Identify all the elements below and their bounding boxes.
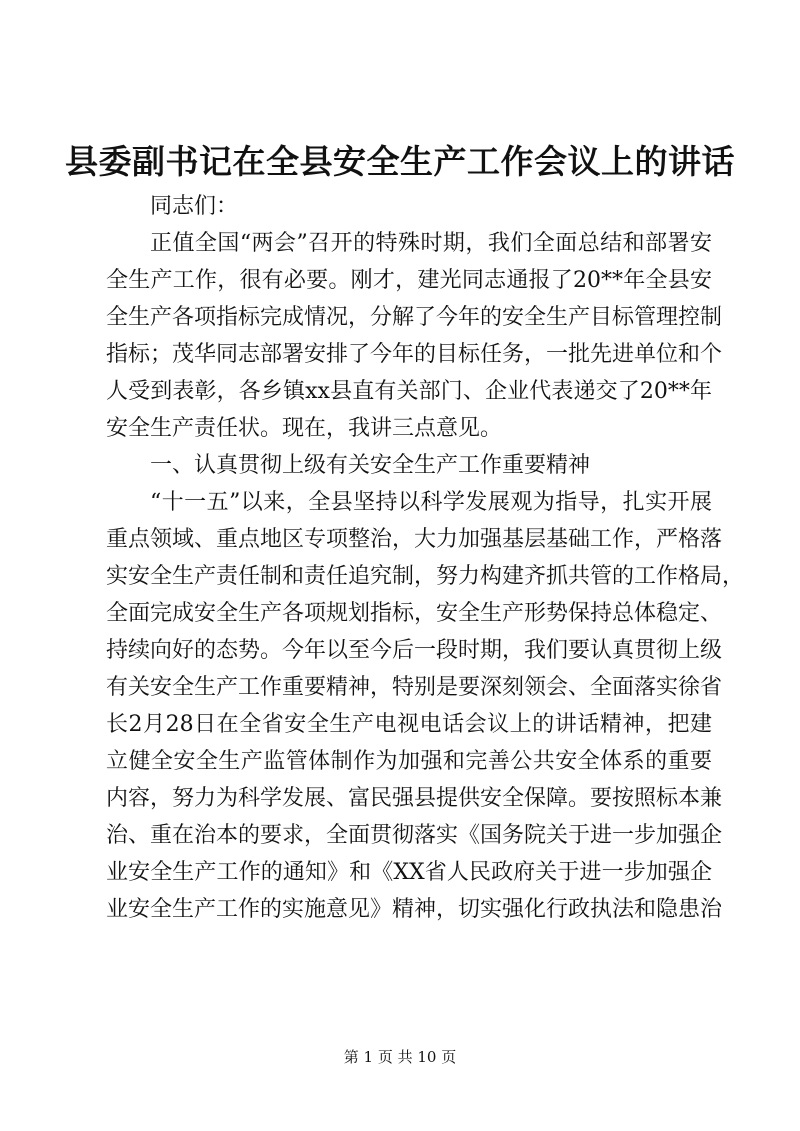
body-line: 正值全国“两会”召开的特殊时期，我们全面总结和部署安 [150,231,712,256]
salutation-line: 同志们： [150,194,239,219]
body-line: 持续向好的态势。今年以至今后一段时期，我们要认真贯彻上级 [106,638,723,663]
section-heading: 一、认真贯彻上级有关安全生产工作重要精神 [150,453,591,478]
body-line: 全面完成安全生产各项规划指标，安全生产形势保持总体稳定、 [106,601,723,626]
body-line: 治、重在治本的要求，全面贯彻落实《国务院关于进一步加强企 [106,823,723,848]
page-number-footer: 第 1 页 共 10 页 [343,1048,457,1066]
document-title: 县委副书记在全县安全生产工作会议上的讲话 [65,142,735,181]
body-line: 立健全安全生产监管体制作为加强和完善公共安全体系的重要 [106,749,712,774]
body-line: 内容，努力为科学发展、富民强县提供安全保障。要按照标本兼 [106,786,723,811]
body-line: 业安全生产工作的实施意见》精神，切实强化行政执法和隐患治 [106,897,723,922]
body-line: 指标；茂华同志部署安排了今年的目标任务，一批先进单位和个 [106,342,723,367]
body-line: 实安全生产责任制和责任追究制，努力构建齐抓共管的工作格局， [106,564,745,589]
document-body [106,188,745,928]
body-line: 重点领域、重点地区专项整治，大力加强基层基础工作，严格落 [106,527,723,552]
body-line: “十一五”以来，全县坚持以科学发展观为指导，扎实开展 [150,490,712,515]
body-line: 安全生产责任状。现在，我讲三点意见。 [106,416,503,441]
body-line: 全生产各项指标完成情况，分解了今年的安全生产目标管理控制 [106,305,723,330]
body-line: 业安全生产工作的通知》和《XX省人民政府关于进一步加强企 [106,860,712,885]
body-line: 人受到表彰，各乡镇xx县直有关部门、企业代表递交了20**年 [106,379,712,404]
body-line: 有关安全生产工作重要精神，特别是要深刻领会、全面落实徐省 [106,675,723,700]
body-line: 长2月28日在全省安全生产电视电话会议上的讲话精神，把建 [106,712,712,737]
body-line: 全生产工作，很有必要。刚才，建光同志通报了20**年全县安 [106,268,712,293]
